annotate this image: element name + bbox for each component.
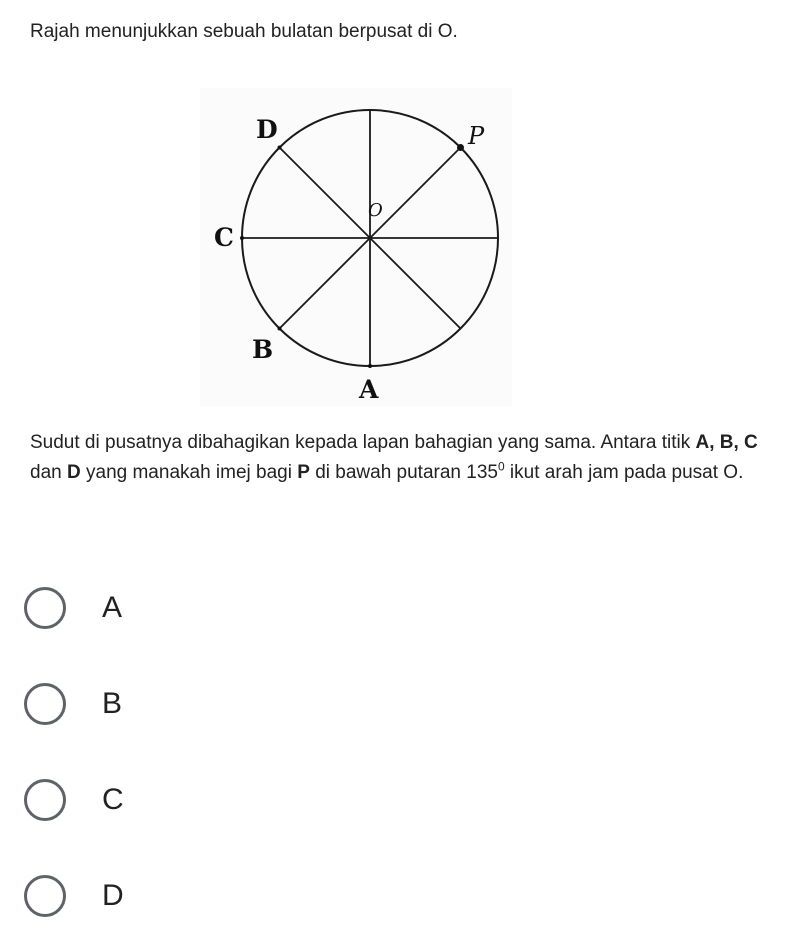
point-b: [278, 327, 282, 331]
question-point-d: D: [66, 462, 81, 483]
point-a: [368, 364, 372, 368]
rotation-angle: 135: [466, 462, 498, 483]
option-a-label[interactable]: A: [102, 591, 123, 624]
question-points-abc: A, B, C: [695, 432, 758, 453]
option-b-label[interactable]: B: [102, 687, 123, 720]
question-part5: ikut arah jam pada pusat O.: [504, 462, 744, 483]
label-p: P: [468, 122, 485, 150]
question-point-p: P: [297, 462, 310, 483]
point-c: [240, 236, 244, 240]
label-c: C: [214, 223, 234, 252]
label-b: B: [252, 335, 274, 364]
option-b[interactable]: [24, 656, 424, 752]
question-part4: di bawah putaran: [309, 462, 467, 483]
point-d: [278, 146, 282, 150]
point-p: [457, 144, 464, 151]
degree-symbol: 0: [497, 459, 505, 474]
option-d[interactable]: [24, 848, 424, 944]
answer-options: [24, 560, 424, 944]
figure-background: [200, 88, 512, 406]
radio-button-a[interactable]: [24, 587, 66, 629]
label-o: O: [368, 200, 383, 221]
option-c-label[interactable]: C: [102, 783, 124, 816]
question-part1: Sudut di pusatnya dibahagikan kepada lapan bahagian yang sama. Antara titik: [30, 432, 696, 453]
label-a: A: [359, 375, 379, 404]
question-part3: yang manakah imej bagi: [80, 462, 298, 483]
circle-diagram: [200, 88, 512, 406]
label-d: D: [256, 115, 278, 144]
option-d-label[interactable]: D: [102, 879, 124, 912]
option-c[interactable]: [24, 752, 424, 848]
question-text: [30, 428, 770, 488]
question-part2: dan: [30, 462, 67, 483]
radio-button-b[interactable]: [24, 683, 66, 725]
option-a[interactable]: [24, 560, 424, 656]
circle-figure: [200, 88, 512, 406]
radio-button-c[interactable]: [24, 779, 66, 821]
intro-text: Rajah menunjukkan sebuah bulatan berpusat di O.: [30, 21, 458, 42]
radio-button-d[interactable]: [24, 875, 66, 917]
